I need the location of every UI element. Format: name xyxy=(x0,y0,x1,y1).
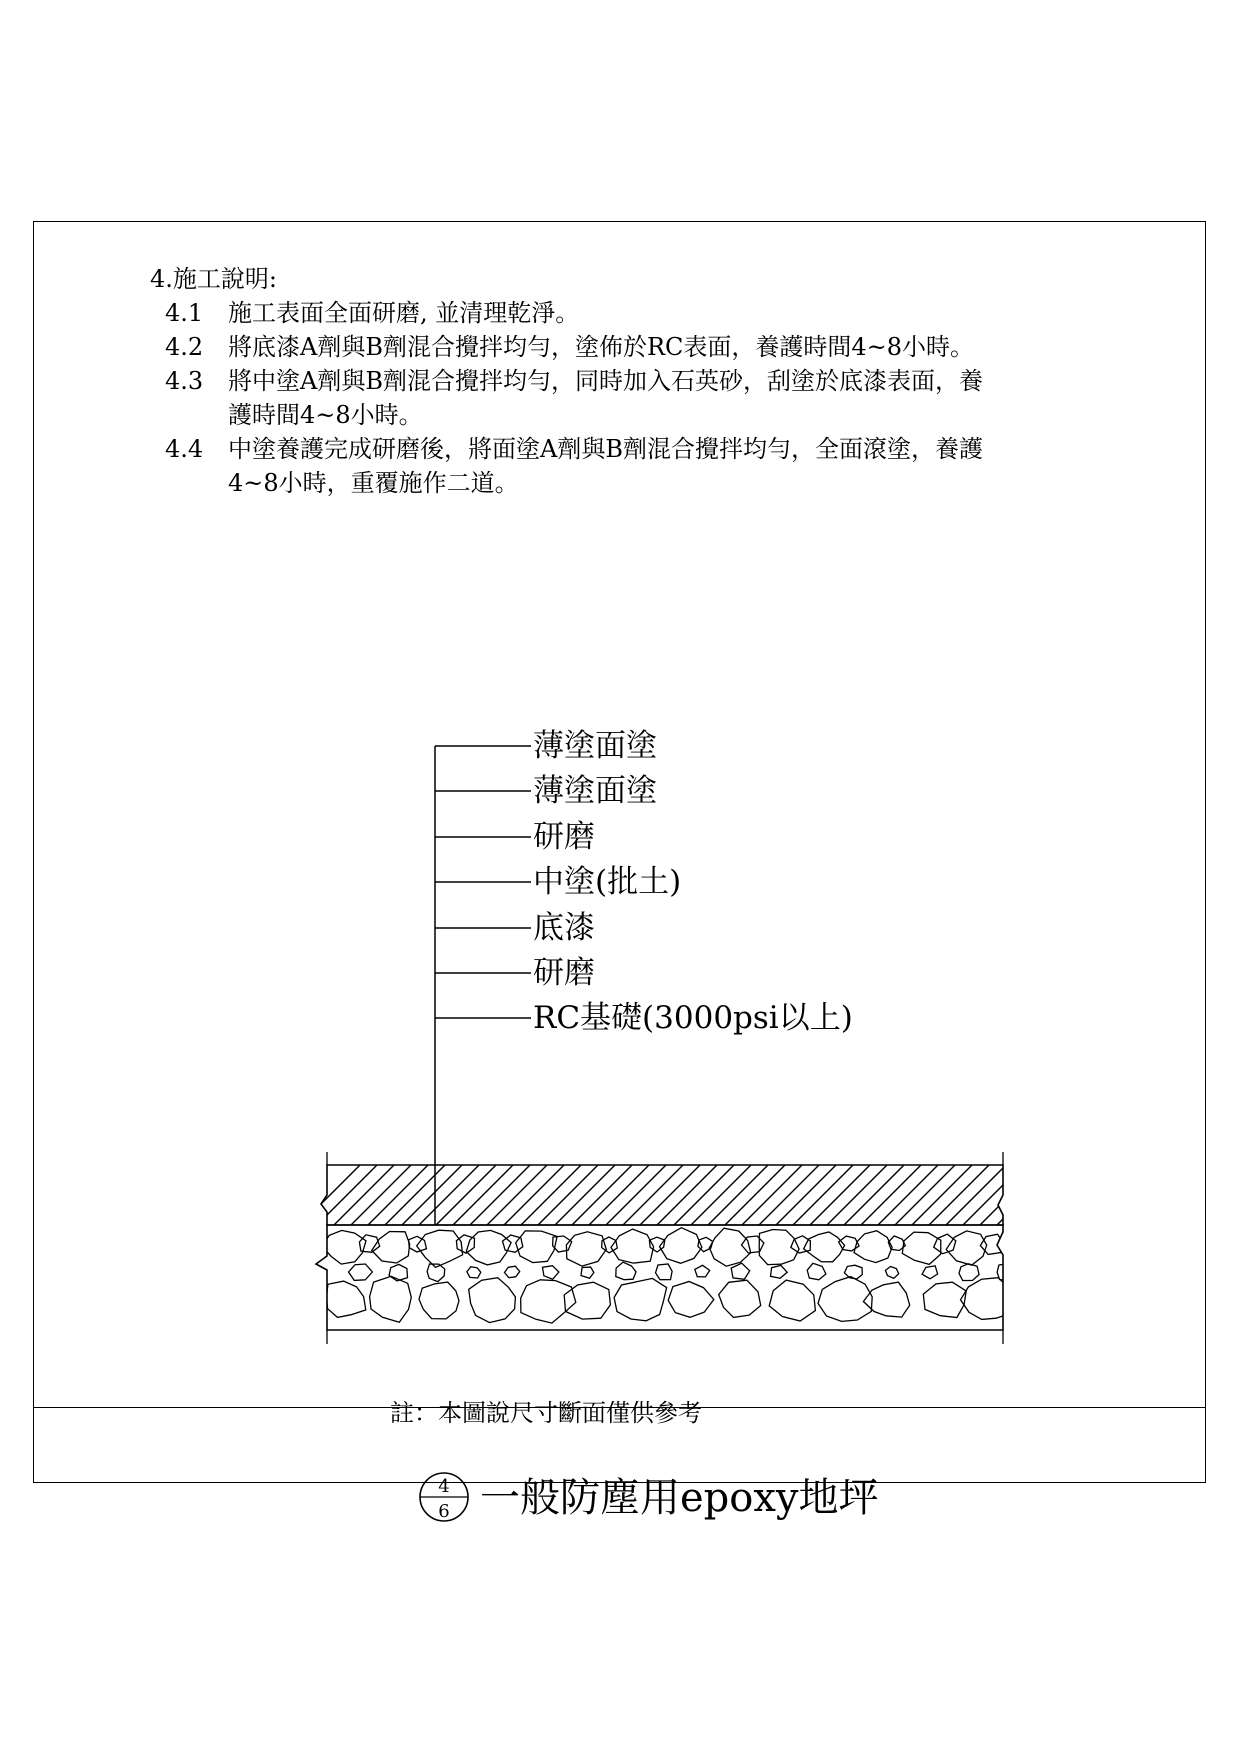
note-number: 4.4 xyxy=(165,435,204,463)
note-item xyxy=(150,364,983,432)
note-text: 施工表面全面研磨, 並清理乾淨。 xyxy=(228,299,580,327)
layer-label: 底漆 xyxy=(533,910,595,946)
note-item xyxy=(150,330,983,364)
disclaimer-note: 註：本圖說尺寸斷面僅供參考 xyxy=(390,1399,702,1427)
note-text: 將中塗A劑與B劑混合攪拌均勻，同時加入石英砂，刮塗於底漆表面，養 xyxy=(228,367,983,395)
note-text: 中塗養護完成研磨後，將面塗A劑與B劑混合攪拌均勻，全面滾塗，養護 xyxy=(228,435,983,463)
layer-label: 中塗(批土) xyxy=(533,864,682,900)
layer-label: 薄塗面塗 xyxy=(533,728,657,764)
detail-number: 4 xyxy=(438,1476,450,1497)
layer-label: 薄塗面塗 xyxy=(533,773,657,809)
note-number: 4.3 xyxy=(165,367,204,395)
note-text-continued: 4~8小時，重覆施作二道。 xyxy=(228,469,519,497)
note-text: 將底漆A劑與B劑混合攪拌均勻，塗佈於RC表面，養護時間4~8小時。 xyxy=(228,333,975,361)
notes-heading: 4.施工說明: xyxy=(150,265,277,293)
note-item xyxy=(150,296,983,330)
layer-label: 研磨 xyxy=(533,955,595,991)
note-text-continued: 護時間4~8小時。 xyxy=(228,401,423,429)
layer-label: RC基礎(3000psi以上) xyxy=(533,1000,853,1036)
drawing-title: 一般防塵用epoxy地坪 xyxy=(480,1475,879,1521)
note-item xyxy=(150,432,983,500)
sheet-number: 6 xyxy=(438,1501,450,1522)
note-number: 4.1 xyxy=(165,299,204,327)
construction-notes xyxy=(150,262,983,500)
note-number: 4.2 xyxy=(165,333,204,361)
layer-label: 研磨 xyxy=(533,819,595,855)
